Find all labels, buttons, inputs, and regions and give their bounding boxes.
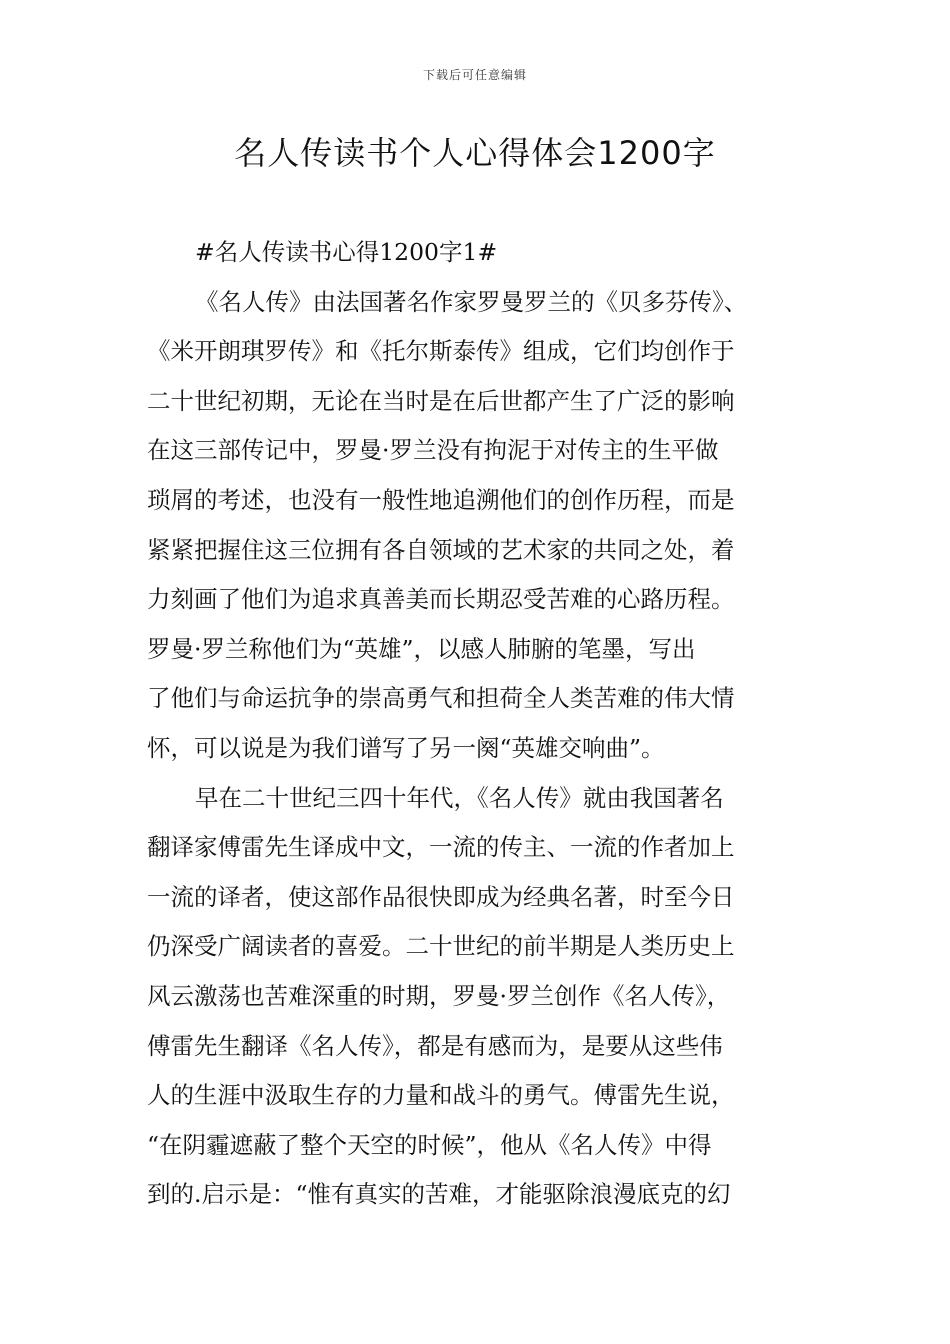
body-text (147, 228, 807, 1220)
paragraph-line: 在这三部传记中，罗曼·罗兰没有拘泥于对传主的生平做 (147, 436, 719, 465)
paragraph-line: 一流的译者，使这部作品很快即成为经典名著，时至今日 (147, 882, 735, 911)
paragraph-line: 力刻画了他们为追求真善美而长期忍受苦难的心路历程。 (147, 585, 735, 614)
paragraph-line: 早在二十世纪三四十年代，《名人传》就由我国著名 (195, 783, 724, 812)
paragraph-line: 《名人传》由法国著名作家罗曼罗兰的《贝多芬传》、 (195, 287, 748, 316)
paragraph-line: 紧紧把握住这三位拥有各自领域的艺术家的共同之处，着 (147, 535, 735, 564)
paragraph-line: 仍深受广阔读者的喜爱。二十世纪的前半期是人类历史上 (147, 932, 735, 961)
paragraph-line: 翻译家傅雷先生译成中文，一流的传主、一流的作者加上 (147, 833, 735, 862)
paragraph-line: 罗曼·罗兰称他们为“英雄”，以感人肺腑的笔墨，写出 (147, 634, 696, 663)
paragraph-line: 到的.启示是：“惟有真实的苦难，才能驱除浪漫底克的幻 (147, 1180, 731, 1209)
header-note: 下载后可任意编辑 (422, 68, 527, 82)
paragraph-line: 风云激荡也苦难深重的时期，罗曼·罗兰创作《名人传》， (147, 981, 731, 1010)
paragraph-line: 人的生涯中汲取生存的力量和战斗的勇气。傅雷先生说， (147, 1081, 735, 1110)
section-heading: #名人传读书心得1200字1# (195, 238, 498, 266)
paragraph-line: 琐屑的考述，也没有一般性地追溯他们的创作历程，而是 (147, 485, 735, 514)
document-title: 名人传读书个人心得体会1200字 (234, 134, 716, 172)
paragraph-line: 了他们与命运抗争的崇高勇气和担荷全人类苦难的伟大情 (147, 684, 735, 713)
paragraph-line: 《米开朗琪罗传》和《托尔斯泰传》组成，它们均创作于 (147, 337, 735, 366)
paragraph-line: 怀，可以说是为我们谱写了另一阕“英雄交响曲”。 (147, 733, 665, 762)
paragraph-line: 傅雷先生翻译《名人传》，都是有感而为，是要从这些伟 (147, 1031, 723, 1060)
paragraph-line: 二十世纪初期，无论在当时是在后世都产生了广泛的影响 (147, 386, 735, 415)
paragraph-line: “在阴霾遮蔽了整个天空的时候”，他从《名人传》中得 (147, 1130, 712, 1159)
